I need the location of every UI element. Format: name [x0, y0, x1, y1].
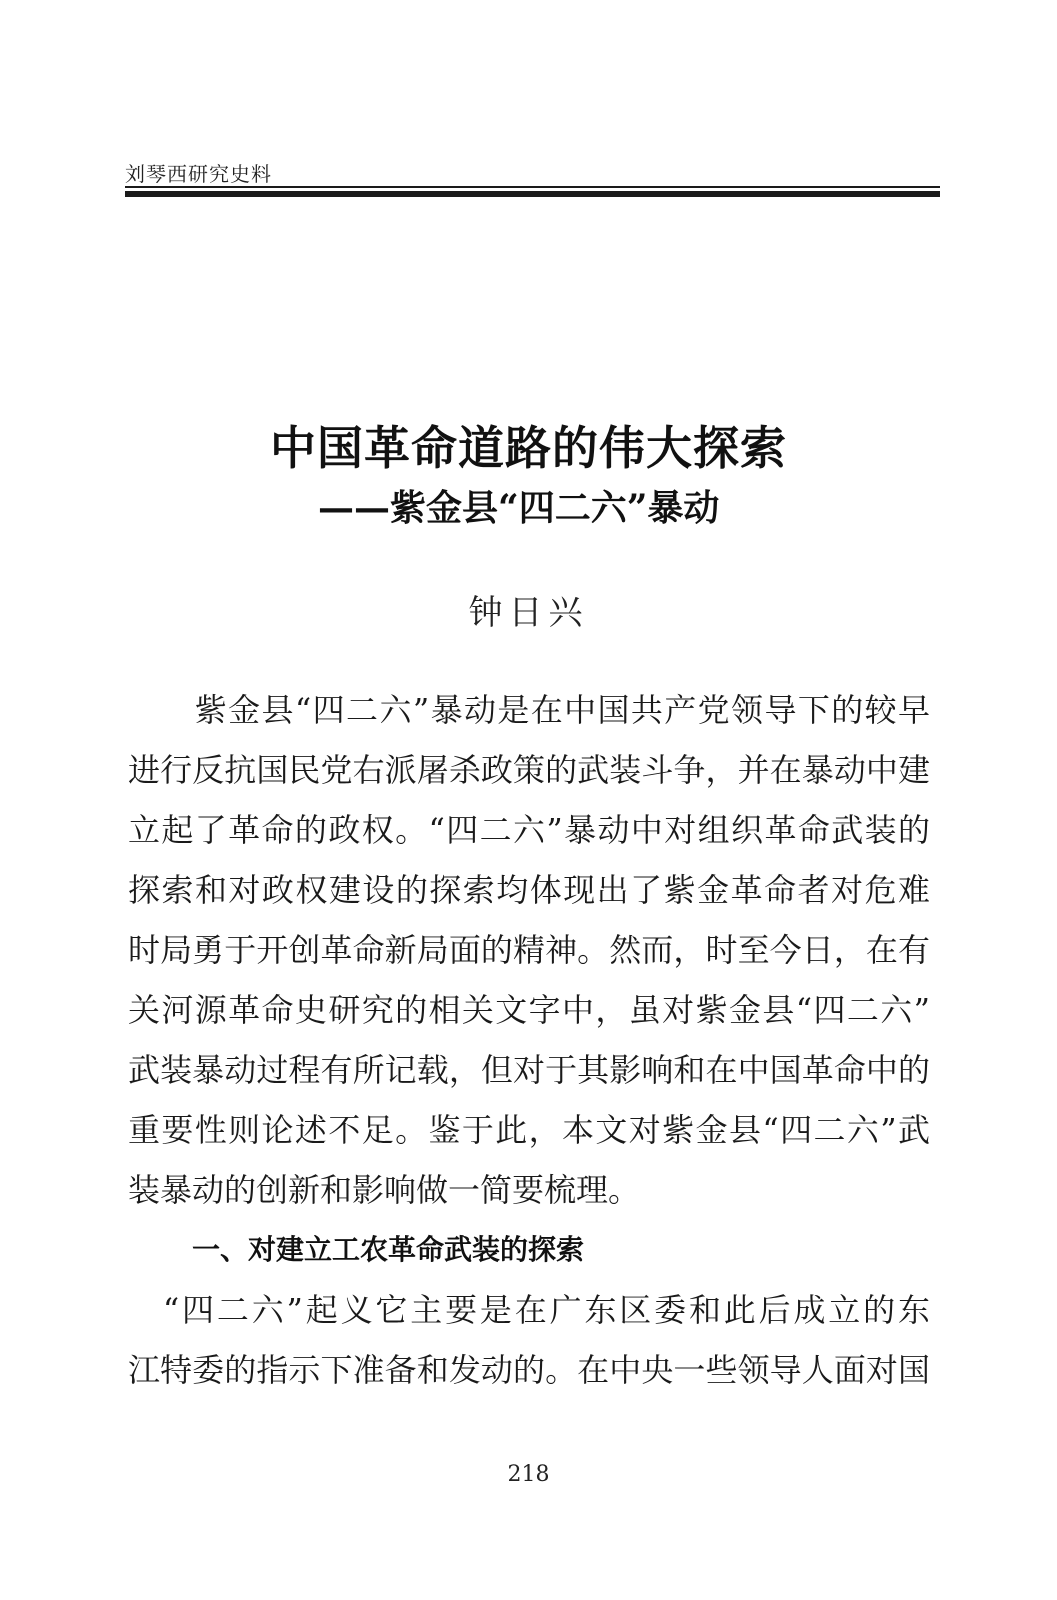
header-rule-thick [125, 191, 940, 197]
body-line: 装暴动的创新和影响做一简要梳理。 [128, 1171, 641, 1209]
article-title: 中国革命道路的伟大探索 [270, 421, 787, 475]
running-header: 刘琴西研究史料 [125, 162, 272, 186]
section-heading: 一、对建立工农革命武装的探索 [192, 1233, 585, 1266]
body-line: 时局勇于开创革命新局面的精神。然而，时至今日，在有 [128, 931, 930, 969]
body-line: “四二六”起义它主要是在广东区委和此后成立的东 [128, 1291, 930, 1329]
author-name: 钟日兴 [468, 593, 589, 633]
body-line: 重要性则论述不足。鉴于此，本文对紫金县“四二六”武 [128, 1111, 930, 1149]
body-line: 紫金县“四二六”暴动是在中国共产党领导下的较早 [128, 691, 930, 729]
article-body [128, 680, 930, 1400]
header-rule-thin [125, 186, 940, 188]
body-line: 立起了革命的政权。“四二六”暴动中对组织革命武装的 [128, 811, 930, 849]
body-line: 探索和对政权建设的探索均体现出了紫金革命者对危难 [128, 871, 930, 909]
page-number: 218 [507, 1462, 550, 1487]
article-subtitle: ——紫金县“四二六”暴动 [318, 487, 720, 529]
body-line: 江特委的指示下准备和发动的。在中央一些领导人面对国 [128, 1351, 930, 1389]
body-line: 进行反抗国民党右派屠杀政策的武装斗争，并在暴动中建 [128, 751, 930, 789]
body-line: 武装暴动过程有所记载，但对于其影响和在中国革命中的 [128, 1051, 930, 1089]
body-line: 关河源革命史研究的相关文字中，虽对紫金县“四二六” [128, 991, 930, 1029]
